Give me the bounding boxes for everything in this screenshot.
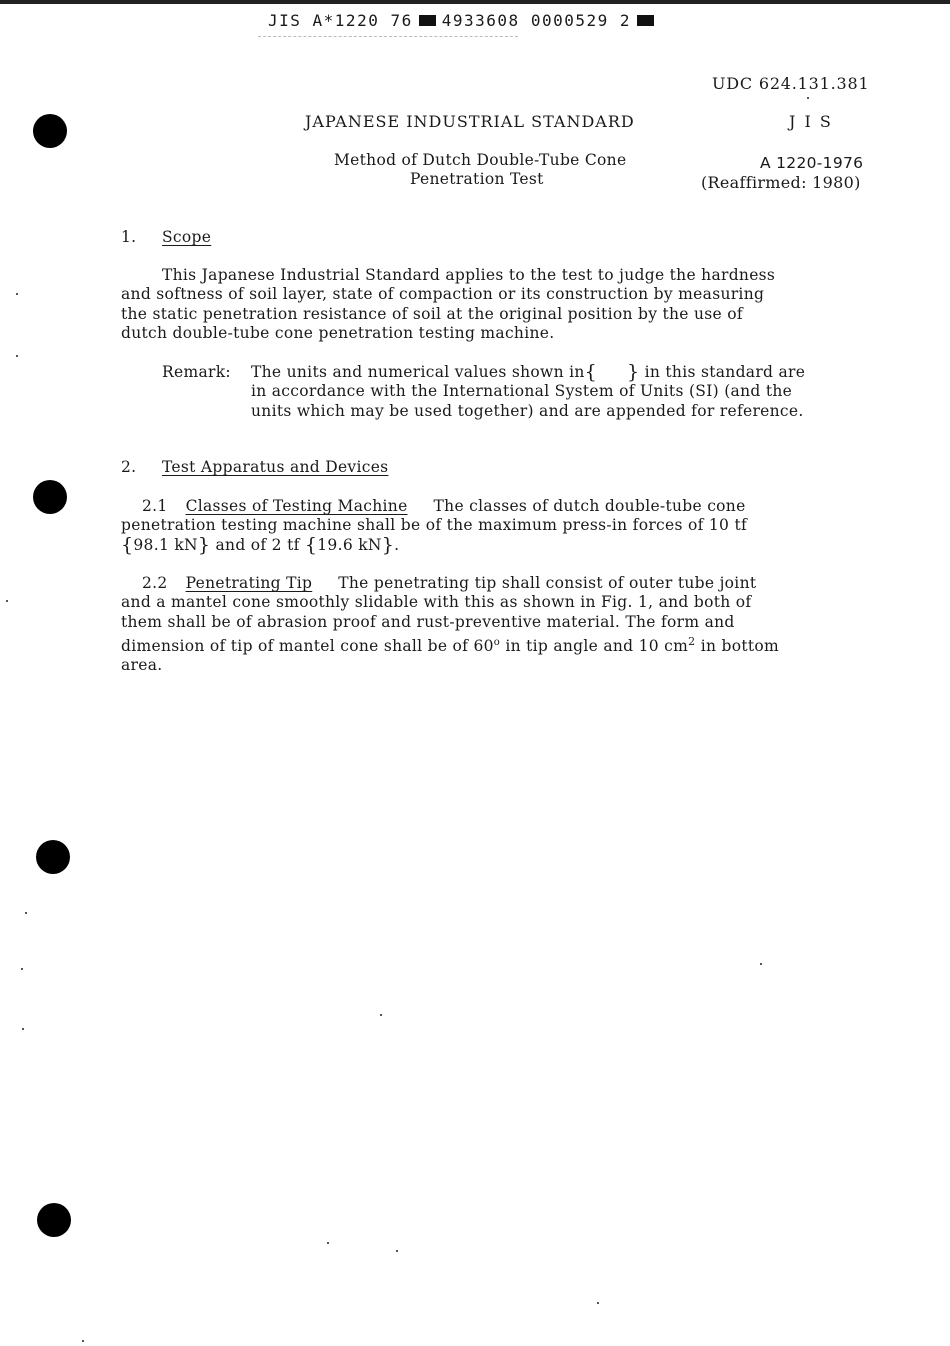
scan-speck: [25, 912, 27, 914]
remark-line: in accordance with the International System of Units (SI) (and the: [251, 382, 793, 401]
org-title: JAPANESE INDUSTRIAL STANDARD: [305, 112, 635, 131]
scan-speck: [327, 1242, 329, 1244]
section2-number: 2.: [121, 458, 137, 476]
black-square-icon: [419, 15, 436, 26]
doc-number: A 1220-1976: [760, 154, 864, 172]
remark-line: The units and numerical values shown in{ } in this standard are: [251, 361, 806, 383]
section1-number: 1.: [121, 228, 137, 246]
clause-2-1: 2.1 Classes of Testing Machine The classes of dutch double-tube cone penetration testing machine shall be of the maximum press-in forces of 10 tf {98.1 kN} and of 2 tf {19.6 kN}.: [121, 497, 748, 556]
binder-hole: [33, 480, 67, 514]
header-code-suffix: 2: [619, 11, 632, 30]
clause-2-2: 2.2 Penetrating Tip The penetrating tip shall consist of outer tube joint and a mantel cone smoothly slidable with this as shown in Fig. 1, and both of them shall be of abrasion proof and rust-preventive material. The form and dimension of tip of mantel cone shall be of 60$^o$ in tip angle and 10 $cm^2$ in bottom area.: [121, 574, 780, 675]
remark-line: units which may be used together) and are appended for reference.: [251, 401, 804, 420]
scan-speck: [760, 963, 762, 965]
doc-title-line1: Method of Dutch Double-Tube Cone: [334, 151, 627, 169]
binder-hole: [37, 1203, 71, 1237]
doc-title-line2: Penetration Test: [410, 170, 544, 188]
clause-2-2-heading: Penetrating Tip: [185, 574, 313, 592]
scope-line: This Japanese Industrial Standard applies to the test to judge the hardness: [162, 266, 776, 284]
scope-paragraph: [121, 266, 849, 343]
header-code: [268, 11, 660, 30]
section1-heading: Scope: [162, 228, 212, 246]
header-code-number1: 4933608: [441, 11, 520, 30]
scan-speck: [16, 293, 18, 295]
remark-text: [251, 363, 805, 421]
scope-line: and softness of soil layer, state of compaction or its construction by measuring: [121, 285, 765, 304]
section2-heading: Test Apparatus and Devices: [162, 458, 389, 476]
black-square-icon: [637, 15, 654, 26]
jis-mark: J I S: [789, 112, 833, 131]
scan-speck: [380, 1014, 382, 1016]
binder-hole: [33, 114, 67, 148]
scope-line: dutch double-tube cone penetration testing machine.: [121, 323, 555, 342]
scan-speck: [82, 1340, 84, 1342]
scan-speck: [6, 600, 8, 602]
clause-2-1-heading: Classes of Testing Machine: [185, 497, 408, 515]
udc-code: UDC 624.131.381: [712, 74, 870, 93]
scan-speck: [16, 355, 18, 357]
binder-hole: [36, 840, 70, 874]
remark-label: Remark:: [162, 363, 231, 381]
scan-speck: [21, 968, 23, 970]
header-code-prefix: JIS A*1220 76: [268, 11, 413, 30]
scan-speck: [396, 1250, 398, 1252]
reaffirmed: (Reaffirmed: 1980): [701, 173, 861, 192]
scan-speck: [22, 1028, 24, 1030]
scan-top-edge: [0, 0, 950, 4]
header-underline-marks: [258, 36, 518, 37]
header-code-number2: 0000529: [530, 11, 609, 30]
scan-speck: [807, 97, 809, 99]
scan-speck: [597, 1302, 599, 1304]
scope-line: the static penetration resistance of soil at the original position by the use of: [121, 304, 743, 323]
